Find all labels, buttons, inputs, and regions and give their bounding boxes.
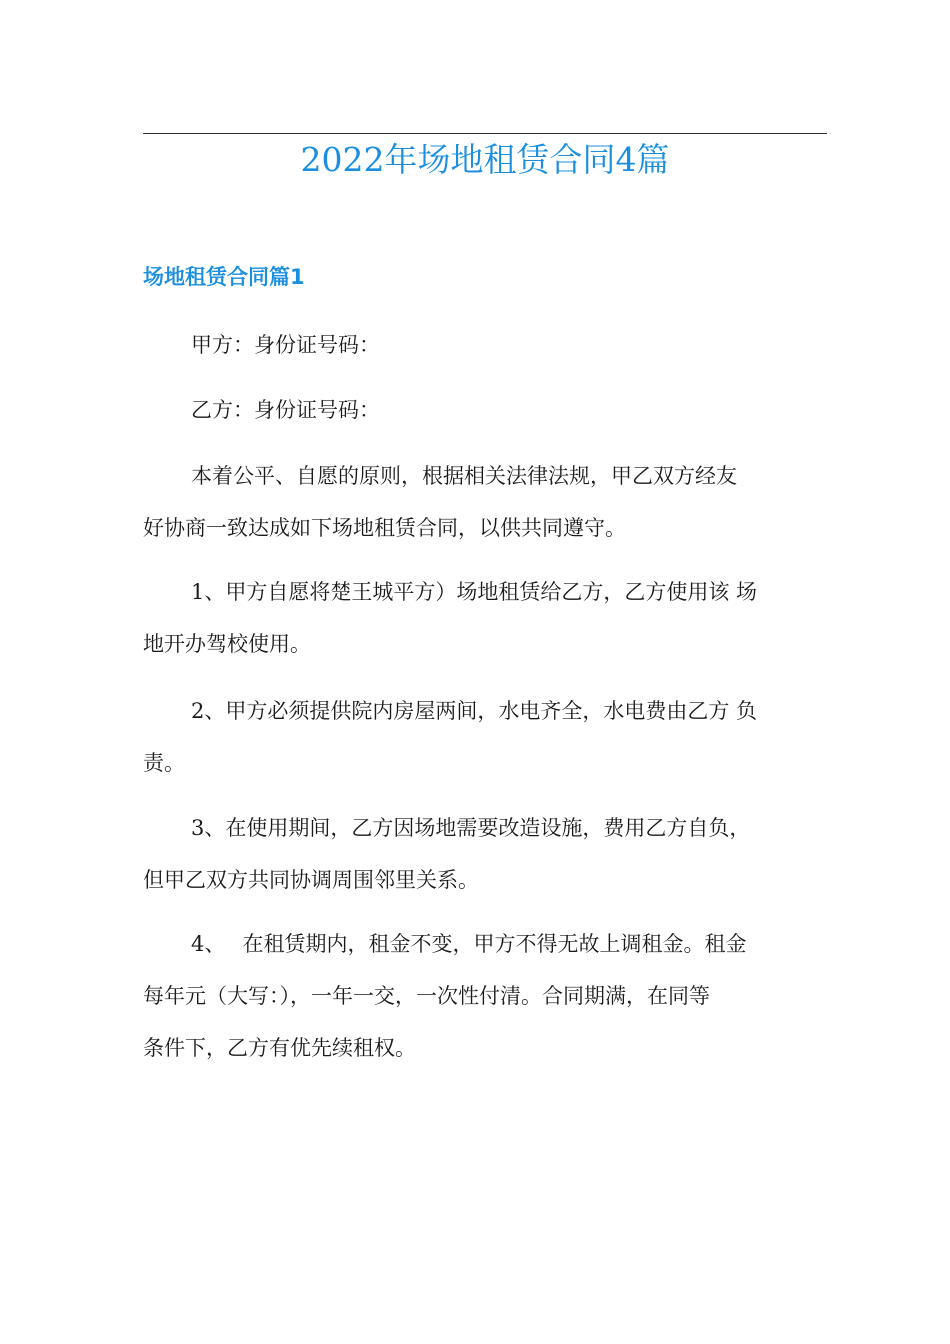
paragraph-line: 1、甲方自愿将楚王城平方）场地租赁给乙方，乙方使用该 场 bbox=[191, 580, 758, 604]
header-rule bbox=[143, 133, 827, 134]
paragraph-line: 2、甲方必须提供院内房屋两间，水电齐全，水电费由乙方 负 bbox=[191, 699, 758, 723]
paragraph-line: 3、在使用期间，乙方因场地需要改造设施，费用乙方自负， bbox=[191, 816, 751, 840]
paragraph-line: 责。 bbox=[143, 751, 185, 775]
paragraph-clause-3 bbox=[143, 802, 827, 906]
paragraph-party-b bbox=[143, 384, 827, 436]
paragraph-line: 本着公平、自愿的原则，根据相关法律法规，甲乙双方经友 bbox=[191, 464, 737, 488]
paragraph-line: 地开办驾校使用。 bbox=[143, 632, 311, 656]
paragraph-line: 好协商一致达成如下场地租赁合同，以供共同遵守。 bbox=[143, 516, 626, 540]
paragraph-line: 但甲乙双方共同协调周围邻里关系。 bbox=[143, 868, 479, 892]
paragraph-clause-2 bbox=[143, 685, 827, 789]
document-title: 2022年场地租赁合同4篇 bbox=[300, 140, 670, 179]
paragraph-line: 每年元（大写：），一年一交，一次性付清。合同期满，在同等 bbox=[143, 984, 710, 1008]
paragraph-line: 条件下，乙方有优先续租权。 bbox=[143, 1036, 416, 1060]
section-heading: 场地租赁合同篇1 bbox=[143, 265, 305, 289]
paragraph-line: 甲方：身份证号码： bbox=[191, 333, 380, 357]
paragraph-clause-4 bbox=[143, 918, 827, 1074]
paragraph-line: 4、 在租赁期内，租金不变，甲方不得无故上调租金。租金 bbox=[191, 932, 747, 956]
paragraph-line: 乙方：身份证号码： bbox=[191, 398, 380, 422]
paragraph-preamble bbox=[143, 450, 827, 554]
paragraph-clause-1 bbox=[143, 566, 827, 670]
paragraph-party-a bbox=[143, 319, 827, 371]
